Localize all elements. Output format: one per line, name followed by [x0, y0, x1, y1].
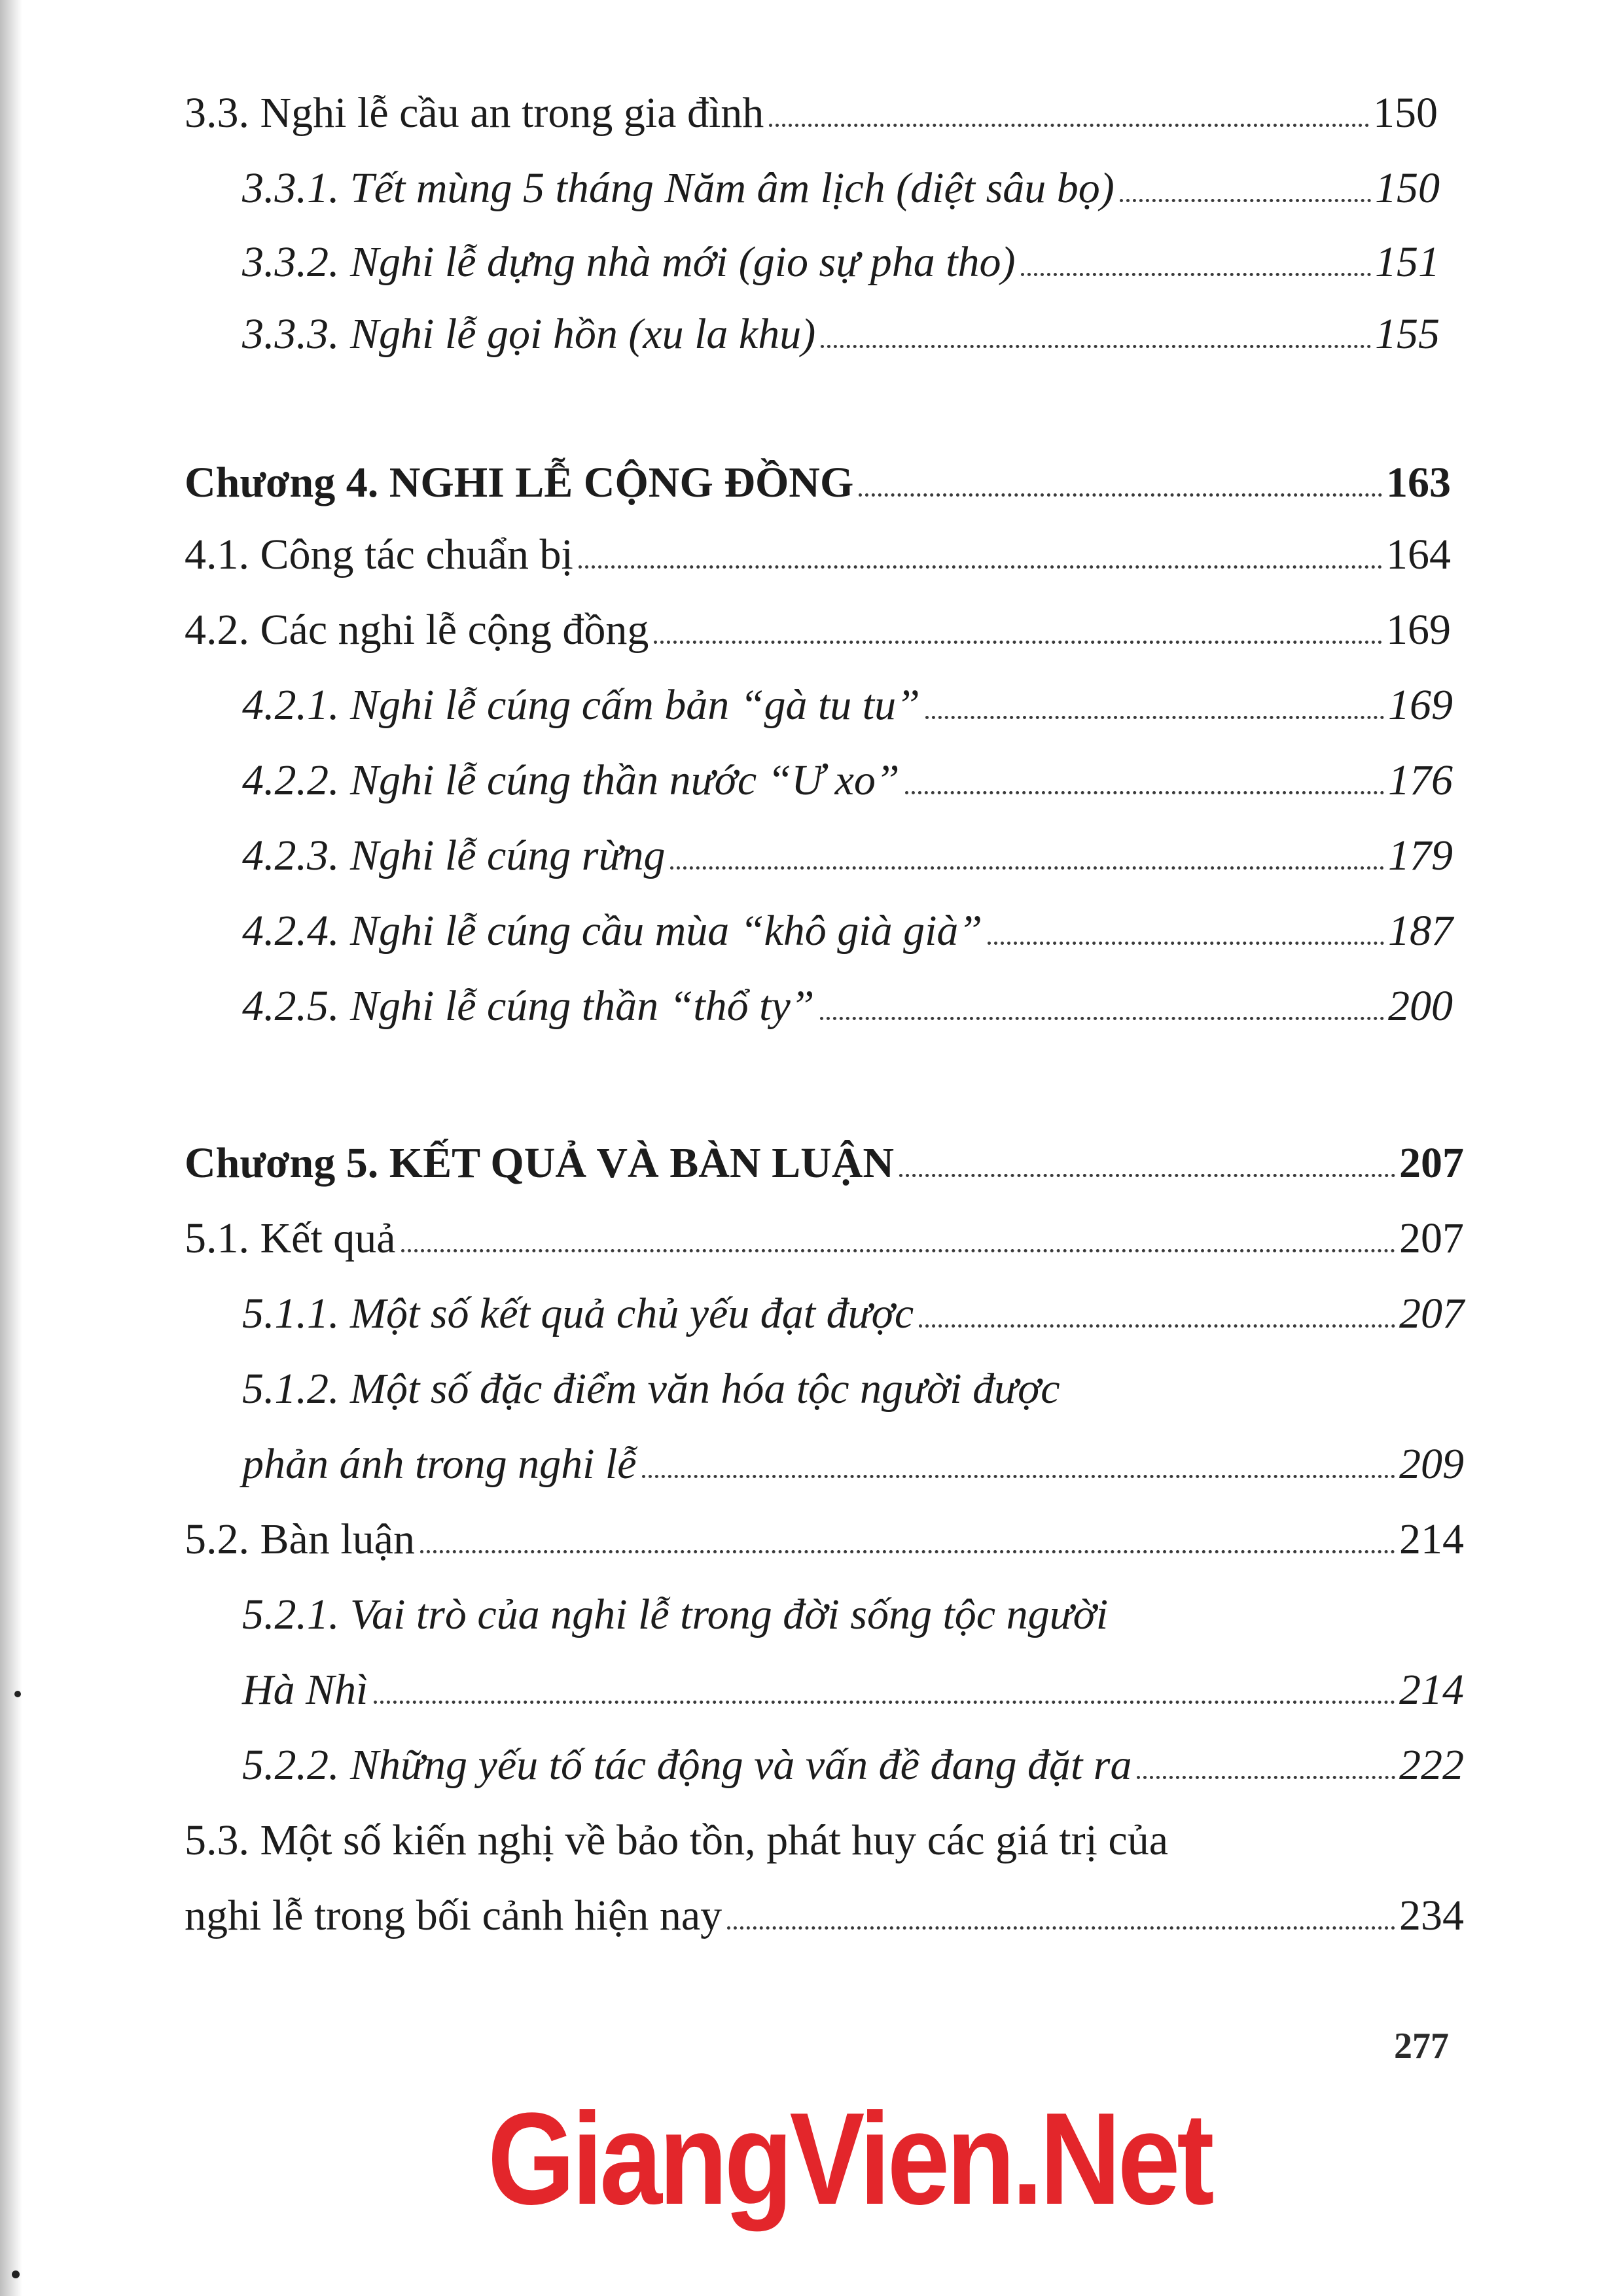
entry-page: 163 [1386, 459, 1451, 506]
scan-speck [14, 1691, 21, 1697]
toc-chapter-entry[interactable] [185, 1139, 1464, 1187]
dot-leader [1120, 199, 1371, 202]
dot-leader [821, 345, 1371, 348]
toc-entry[interactable] [185, 1894, 1464, 1937]
entry-title: Các nghi lễ cộng đồng [260, 606, 649, 654]
entry-title: Nghi lễ cúng cầu mùa “khô già già” [350, 907, 983, 955]
toc-entry[interactable] [185, 1515, 1464, 1563]
toc-entry[interactable] [242, 1666, 1464, 1714]
entry-number: 4.2. [185, 606, 249, 654]
entry-title: Kết quả [260, 1214, 396, 1262]
dot-leader [420, 1550, 1395, 1553]
toc-entry[interactable] [242, 1741, 1464, 1789]
entry-page: 164 [1386, 531, 1451, 578]
dot-leader [401, 1249, 1395, 1252]
entry-page: 200 [1388, 982, 1453, 1030]
entry-number: 5.2. [185, 1515, 249, 1563]
dot-leader [1021, 273, 1371, 276]
entry-title: Tết mùng 5 tháng Năm âm lịch (diệt sâu bọ) [350, 164, 1115, 212]
entry-title-continued: phản ánh trong nghi lễ [242, 1440, 637, 1488]
page-number: 277 [1394, 2026, 1449, 2066]
entry-number: 4.2.4. [242, 907, 340, 955]
dot-leader [899, 1174, 1395, 1177]
dot-leader [654, 641, 1382, 644]
toc-entry[interactable] [185, 606, 1451, 654]
toc-entry[interactable] [242, 982, 1453, 1030]
dot-leader [820, 1017, 1385, 1020]
toc-entry[interactable] [242, 310, 1440, 358]
dot-leader [905, 791, 1384, 794]
entry-page: 214 [1399, 1515, 1464, 1563]
entry-page: 169 [1386, 606, 1451, 654]
entry-title: Nghi lễ cúng thần nước “Ư xo” [350, 756, 900, 804]
entry-title: Nghi lễ cúng rừng [350, 832, 666, 879]
entry-title: Công tác chuẩn bị [260, 531, 573, 578]
entry-title: Vai trò của nghi lễ trong đời sống tộc người [350, 1591, 1109, 1638]
entry-number: 4.2.3. [242, 832, 340, 879]
toc-entry[interactable] [242, 681, 1453, 729]
toc-entry[interactable] [242, 1440, 1464, 1488]
entry-number: 3.3. [185, 89, 249, 137]
entry-number: 3.3.2. [242, 238, 340, 286]
dot-leader [988, 942, 1384, 945]
entry-title: Những yếu tố tác động và vấn đề đang đặt ra [350, 1741, 1132, 1789]
entry-page: 155 [1375, 310, 1440, 358]
dot-leader [859, 493, 1382, 497]
entry-title: Nghi lễ cầu an trong gia đình [260, 89, 764, 137]
entry-page: 214 [1399, 1666, 1464, 1714]
entry-page: 176 [1388, 756, 1453, 804]
entry-number: 4.1. [185, 531, 249, 578]
scan-speck [12, 2270, 20, 2278]
watermark-logo: GiangVien.Net [488, 2086, 1211, 2232]
entry-number: 5.1.1. [242, 1290, 340, 1337]
entry-page: 150 [1373, 89, 1438, 137]
entry-page: 209 [1399, 1440, 1464, 1488]
chapter-number: Chương 4. [185, 459, 379, 506]
entry-number: 4.2.2. [242, 756, 340, 804]
entry-title: Một số đặc điểm văn hóa tộc người được [350, 1365, 1060, 1413]
toc-entry[interactable] [242, 907, 1453, 955]
chapter-title: KẾT QUẢ VÀ BÀN LUẬN [389, 1139, 895, 1187]
toc-entry[interactable] [242, 238, 1440, 286]
entry-number: 4.2.5. [242, 982, 340, 1030]
dot-leader [579, 565, 1382, 569]
toc-entry-first-line[interactable] [185, 1816, 1168, 1864]
entry-page: 207 [1399, 1290, 1464, 1337]
dot-leader [374, 1701, 1395, 1704]
entry-page: 234 [1399, 1892, 1464, 1939]
toc-entry[interactable] [242, 1292, 1464, 1335]
entry-page: 169 [1388, 681, 1453, 729]
entry-page: 150 [1375, 164, 1440, 212]
toc-chapter-entry[interactable] [185, 461, 1451, 504]
entry-number: 5.2.2. [242, 1741, 340, 1789]
entry-title: Bàn luận [260, 1515, 415, 1563]
chapter-number: Chương 5. [185, 1139, 379, 1187]
dot-leader [670, 866, 1384, 870]
toc-entry[interactable] [185, 533, 1451, 576]
entry-title: Một số kết quả chủ yếu đạt được [350, 1290, 914, 1337]
toc-entry[interactable] [185, 89, 1438, 137]
dot-leader [727, 1926, 1395, 1930]
entry-number: 4.2.1. [242, 681, 340, 729]
dot-leader [1137, 1776, 1395, 1779]
entry-page: 151 [1375, 238, 1440, 286]
entry-title: Nghi lễ dựng nhà mới (gio sự pha tho) [350, 238, 1016, 286]
dot-leader [769, 124, 1369, 127]
entry-title: Nghi lễ gọi hồn (xu la khu) [350, 310, 816, 358]
toc-entry-first-line[interactable] [242, 1593, 1108, 1636]
entry-number: 5.1. [185, 1214, 249, 1262]
dot-leader [919, 1324, 1395, 1328]
dot-leader [642, 1475, 1395, 1478]
entry-title-continued: nghi lễ trong bối cảnh hiện nay [185, 1892, 722, 1939]
entry-number: 5.3. [185, 1816, 249, 1864]
entry-title-continued: Hà Nhì [242, 1666, 368, 1714]
entry-title: Nghi lễ cúng cấm bản “gà tu tu” [350, 681, 920, 729]
toc-entry-first-line[interactable] [242, 1365, 1060, 1413]
entry-number: 3.3.1. [242, 164, 340, 212]
entry-page: 179 [1388, 832, 1453, 879]
chapter-title: NGHI LỄ CỘNG ĐỒNG [389, 459, 854, 506]
entry-page: 187 [1388, 907, 1453, 955]
toc-entry[interactable] [185, 1214, 1464, 1262]
toc-entry[interactable] [242, 834, 1453, 877]
entry-title: Một số kiến nghị về bảo tồn, phát huy các giá trị của [260, 1816, 1168, 1864]
entry-title: Nghi lễ cúng thần “thổ ty” [350, 982, 815, 1030]
entry-page: 207 [1399, 1139, 1464, 1187]
dot-leader [925, 716, 1384, 719]
entry-page: 207 [1399, 1214, 1464, 1262]
entry-number: 5.2.1. [242, 1591, 340, 1638]
entry-number: 5.1.2. [242, 1365, 340, 1413]
toc-entry[interactable] [242, 164, 1440, 212]
entry-page: 222 [1399, 1741, 1464, 1789]
entry-number: 3.3.3. [242, 310, 340, 358]
toc-entry[interactable] [242, 756, 1453, 804]
